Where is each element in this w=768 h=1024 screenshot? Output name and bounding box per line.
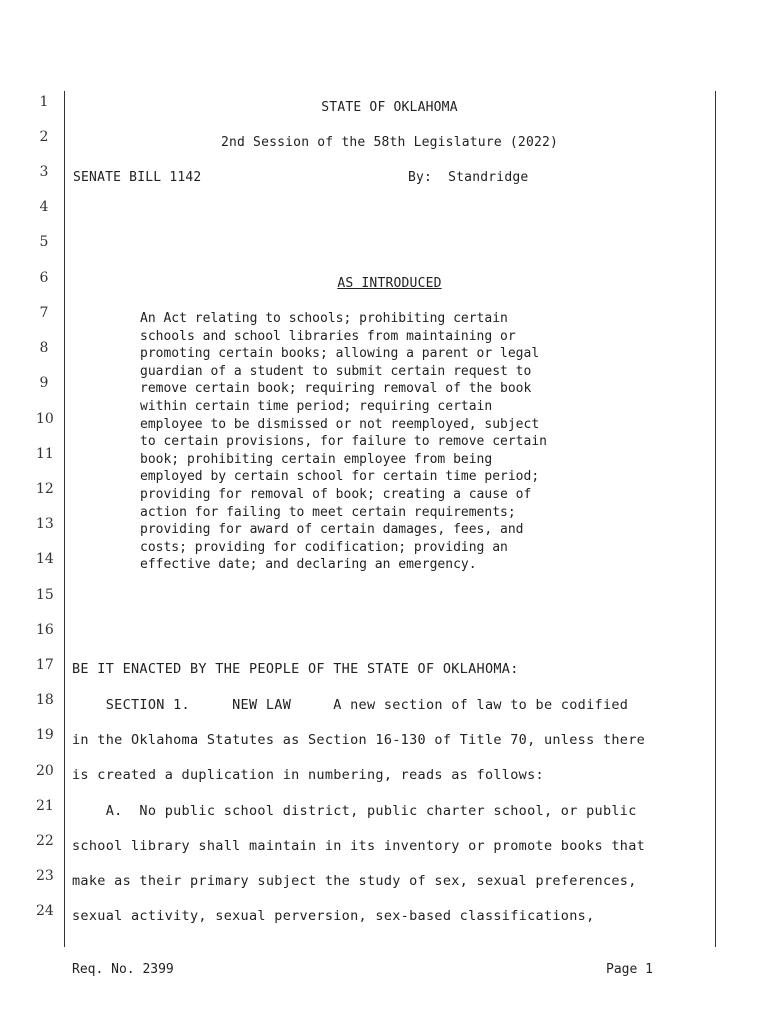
line-number: 1 (39, 94, 49, 110)
abstract-line: within certain time period; requiring certain (140, 398, 493, 414)
abstract-line: guardian of a student to submit certain request to (140, 363, 532, 379)
body-line: in the Oklahoma Statutes as Section 16-130 of Title 70, unless there (72, 732, 646, 748)
abstract-line: remove certain book; requiring removal of the book (140, 381, 532, 397)
line-number: 13 (36, 516, 54, 532)
abstract-line: An Act relating to schools; prohibiting certain (140, 311, 508, 326)
enacting-clause: BE IT ENACTED BY THE PEOPLE OF THE STATE OF OKLAHOMA: (72, 661, 519, 677)
line-number: 12 (36, 481, 54, 497)
line-number: 8 (39, 340, 49, 356)
left-margin-rule (64, 91, 65, 947)
line-number: 20 (36, 763, 54, 779)
request-number: Req. No. 2399 (72, 962, 174, 977)
abstract-line: providing for award of certain damages, fees, and (140, 522, 524, 538)
state-heading: STATE OF OKLAHOMA (321, 100, 458, 115)
line-number: 10 (36, 411, 54, 427)
bill-number: SENATE BILL 1142 (73, 170, 202, 185)
line-number: 9 (39, 375, 49, 391)
line-number: 7 (39, 305, 49, 321)
body-line: school library shall maintain in its inventory or promote books that (72, 838, 646, 854)
act-abstract (140, 310, 620, 574)
line-number: 11 (36, 446, 54, 462)
line-number: 21 (36, 798, 54, 814)
abstract-line: effective date; and declaring an emergency. (140, 557, 477, 573)
bill-author: By: Standridge (408, 170, 529, 185)
abstract-line: promoting certain books; allowing a parent or legal (140, 346, 540, 362)
body-line: A. No public school district, public charter school, or public (72, 803, 637, 819)
line-number: 2 (39, 129, 49, 145)
line-number: 15 (36, 587, 54, 603)
abstract-line: employed by certain school for certain time period; (140, 469, 540, 485)
line-number: 24 (36, 903, 54, 919)
line-number: 6 (39, 270, 49, 286)
line-number: 3 (39, 164, 49, 180)
abstract-line: to certain provisions, for failure to remove certain (140, 434, 547, 450)
abstract-line: action for failing to meet certain requirements; (140, 504, 516, 520)
bill-status-text: AS INTRODUCED (337, 276, 442, 291)
body-line: SECTION 1. NEW LAW A new section of law to be codified (72, 697, 629, 713)
body-line: make as their primary subject the study of sex, sexual preferences, (72, 873, 637, 889)
line-number: 14 (36, 551, 54, 567)
page-number: Page 1 (606, 962, 653, 977)
abstract-line: costs; providing for codification; providing an (140, 539, 508, 555)
line-number: 4 (39, 199, 49, 215)
line-number: 22 (36, 833, 54, 849)
abstract-line: providing for removal of book; creating a cause of (140, 486, 532, 502)
line-number: 16 (36, 622, 54, 638)
abstract-line: schools and school libraries from maintaining or (140, 328, 516, 344)
line-number: 18 (36, 692, 54, 708)
line-number: 19 (36, 727, 54, 743)
right-margin-rule (715, 91, 716, 947)
line-number: 17 (36, 657, 54, 673)
body-line: is created a duplication in numbering, reads as follows: (72, 767, 544, 783)
session-heading: 2nd Session of the 58th Legislature (2022) (220, 135, 559, 150)
abstract-line: employee to be dismissed or not reemployed, subject (140, 416, 540, 432)
body-line: sexual activity, sexual perversion, sex-based classifications, (72, 908, 595, 924)
bill-status (64, 276, 715, 291)
line-number: 23 (36, 868, 54, 884)
abstract-line: book; prohibiting certain employee from being (140, 451, 493, 467)
line-number: 5 (39, 234, 49, 250)
